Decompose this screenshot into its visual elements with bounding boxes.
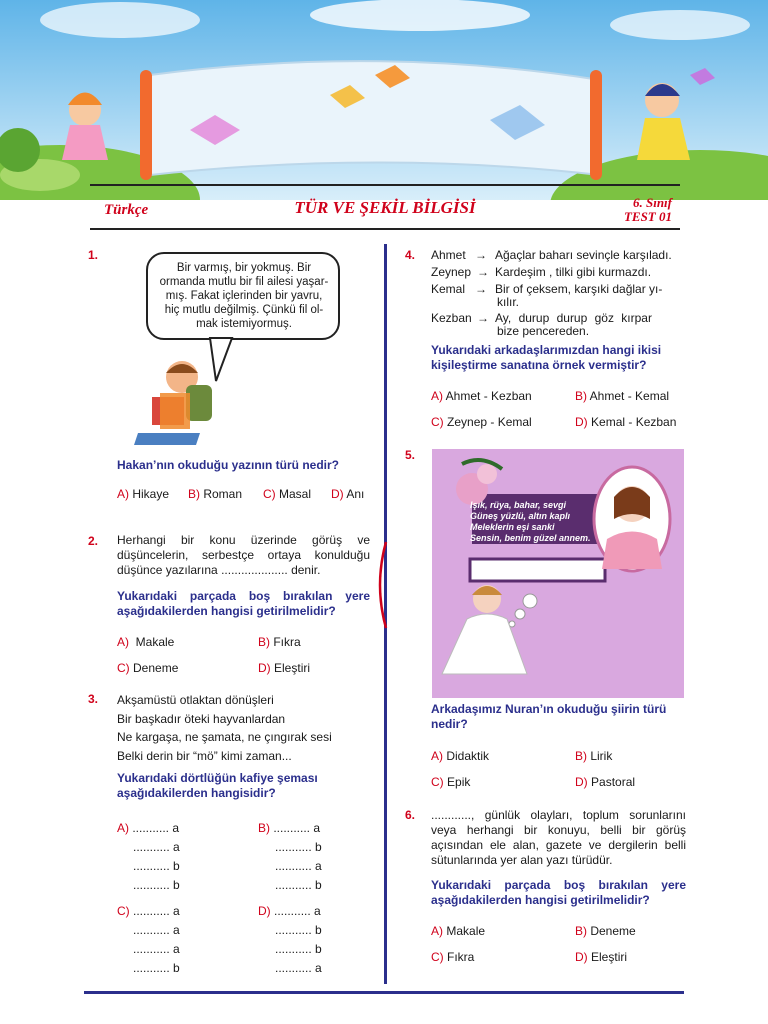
option-5c[interactable] (431, 775, 470, 789)
scheme-row: ........... b (133, 878, 180, 892)
option-4d[interactable] (575, 415, 676, 429)
option-text: Kemal - Kezban (591, 415, 677, 429)
scheme-row: ........... a (132, 821, 180, 835)
question-6-stem: Yukarıdaki parçada boş bırakılan yere aşağıdakilerden hangisi getirilmelidir? (431, 878, 686, 907)
question-4-stem: Yukarıdaki arkadaşlarımızdan hangi ikisi kişileştirme sanatına örnek vermiştir? (431, 343, 662, 372)
arrow-icon: → (477, 265, 489, 279)
question-3-number: 3. (88, 692, 99, 706)
option-letter: C) (263, 487, 276, 501)
header-bottom-line (90, 228, 680, 230)
question-3-stem: Yukarıdaki dörtlüğün kafiye şeması aşağıdakilerden hangisidir? (117, 771, 318, 800)
speaker-name: Ahmet (431, 248, 466, 262)
option-3a[interactable] (117, 819, 180, 895)
statement-zeynep (431, 265, 651, 279)
option-6c[interactable] (431, 950, 474, 964)
question-1-number: 1. (88, 248, 99, 262)
poem-line: Ne kargaşa, ne şamata, ne çıngırak sesi (117, 730, 332, 744)
arrow-icon: → (475, 248, 487, 262)
statement-kezban (431, 311, 652, 325)
option-3b[interactable] (258, 819, 322, 895)
question-4-number: 4. (405, 248, 416, 262)
option-4c[interactable] (431, 415, 532, 429)
option-2c[interactable] (117, 661, 178, 675)
option-text: Makale (135, 635, 175, 649)
option-text: Anı (346, 487, 365, 501)
grade-label: 6. Sınıf (632, 195, 672, 210)
option-6a[interactable] (431, 924, 485, 938)
question-1-stem: Hakan’nın okuduğu yazının türü nedir? (117, 458, 340, 472)
option-letter: C) (117, 661, 130, 675)
option-1b[interactable] (188, 487, 242, 501)
bubble-line: mış. Fakat içlerinden bir yavru, (165, 290, 323, 302)
option-text: Roman (203, 487, 243, 501)
option-6b[interactable] (575, 924, 636, 938)
divider-bracket (372, 540, 392, 630)
option-letter: A) (117, 635, 129, 649)
option-letter: C) (117, 904, 130, 918)
speaker-name: Zeynep (431, 265, 472, 279)
scheme-row: ........... a (275, 961, 322, 975)
option-2d[interactable] (258, 661, 310, 675)
option-text: Eleştiri (591, 950, 628, 964)
option-2a[interactable] (117, 635, 174, 649)
option-letter: D) (575, 775, 588, 789)
option-6d[interactable] (575, 950, 627, 964)
option-text: Deneme (590, 924, 636, 938)
option-4b[interactable] (575, 389, 669, 403)
statement-kezban-cont: bize pencereden. (497, 324, 590, 338)
scheme-row: ........... b (133, 961, 180, 975)
option-text: Masal (279, 487, 312, 501)
option-text: Fıkra (273, 635, 301, 649)
option-letter: A) (117, 487, 129, 501)
question-5-number: 5. (405, 448, 416, 462)
option-text: Deneme (133, 661, 179, 675)
option-4a[interactable] (431, 389, 532, 403)
scheme-row: ........... b (275, 878, 322, 892)
question-3-poem (117, 691, 377, 765)
option-1a[interactable] (117, 487, 169, 501)
scheme-row: ........... a (133, 942, 180, 956)
option-1c[interactable] (263, 487, 311, 501)
option-text: Epik (447, 775, 471, 789)
scheme-row: ........... a (275, 859, 322, 873)
option-3d[interactable] (258, 902, 322, 978)
bubble-line: hiç mutlu değilmiş. Çünkü fil ol- (164, 304, 324, 316)
option-letter: D) (575, 950, 588, 964)
poem-line: Bir başkadır öteki hayvanlardan (117, 711, 286, 726)
option-text: Fıkra (447, 950, 475, 964)
option-5b[interactable] (575, 749, 612, 763)
grade-test-label (624, 196, 672, 224)
option-5d[interactable] (575, 775, 635, 789)
option-1d[interactable] (331, 487, 364, 501)
option-letter: C) (431, 415, 444, 429)
poem-line: Belki derin bir “mö” kimi zaman... (117, 748, 292, 763)
statement-kemal (431, 282, 662, 296)
option-letter: D) (575, 415, 588, 429)
poem-line: Akşamüstü otlaktan dönüşleri (117, 693, 274, 707)
option-text: Didaktik (446, 749, 490, 763)
scheme-row: ........... a (273, 821, 321, 835)
speech-bubble-text (150, 261, 338, 331)
scheme-row: ........... b (275, 840, 322, 854)
bubble-line: ormanda mutlu bir fil ailesi yaşar- (159, 276, 329, 288)
option-2b[interactable] (258, 635, 301, 649)
scheme-row: ........... a (133, 923, 180, 937)
scheme-row: ........... b (275, 942, 322, 956)
option-text: Lirik (590, 749, 613, 763)
option-text: Ahmet - Kemal (589, 389, 670, 403)
header-top-line (90, 184, 680, 186)
question-6-text: ............, günlük olayları, toplum sorunlarını veya herhangi bir konuyu, belli bir görüş açısından ele alan, gazete ve dergilerin belli sütunlarında yer alan yazı türüdür. (431, 808, 686, 867)
question-2-stem: Yukarıdaki parçada boş bırakılan yere aşağıdakilerden hangisi getirilmelidir? (117, 589, 370, 618)
statement-ahmet (431, 248, 672, 262)
option-letter: B) (188, 487, 200, 501)
poem-line: Işık, rüya, bahar, sevgi (470, 500, 567, 510)
option-letter: C) (431, 950, 444, 964)
scheme-row: ........... a (133, 840, 180, 854)
option-letter: B) (258, 635, 270, 649)
question-6-number: 6. (405, 808, 416, 822)
statement-text: Ağaçlar baharı sevinçle karşıladı. (495, 248, 672, 262)
statement-kemal-cont: kılır. (497, 295, 520, 309)
option-letter: D) (258, 661, 271, 675)
option-text: Ahmet - Kezban (445, 389, 532, 403)
subject-label: Türkçe (104, 202, 149, 218)
option-letter: B) (575, 749, 587, 763)
mother-daughter-illustration (432, 449, 684, 698)
option-text: Zeynep - Kemal (447, 415, 532, 429)
option-letter: C) (431, 775, 444, 789)
speaker-name: Kezban (431, 311, 472, 325)
option-letter: B) (575, 924, 587, 938)
option-letter: A) (431, 389, 443, 403)
option-3c[interactable] (117, 902, 180, 978)
question-2-text: Herhangi bir konu üzerinde görüş ve düşüncelerin, serbestçe ortaya konulduğu düşünce yazılarına .................... denir. (117, 533, 370, 577)
arrow-icon: → (475, 282, 487, 296)
option-text: Eleştiri (274, 661, 311, 675)
scheme-row: ........... a (274, 904, 321, 918)
question-5-stem: Arkadaşımız Nuran’ın okuduğu şiirin türü nedir? (431, 702, 667, 731)
poem-line: Sensin, benim güzel annem. (470, 533, 591, 543)
option-text: Pastoral (591, 775, 636, 789)
option-letter: A) (117, 821, 129, 835)
scheme-row: ........... b (275, 923, 322, 937)
option-letter: A) (431, 749, 443, 763)
option-text: Makale (446, 924, 486, 938)
option-letter: B) (575, 389, 587, 403)
option-5a[interactable] (431, 749, 489, 763)
page-title: TÜR VE ŞEKİL BİLGİSİ (294, 198, 476, 217)
option-letter: B) (258, 821, 270, 835)
scheme-row: ........... b (133, 859, 180, 873)
speaker-name: Kemal (431, 282, 466, 296)
scheme-row: ........... a (133, 904, 180, 918)
statement-text: Ay, durup durup göz kırpar (495, 311, 652, 325)
test-number: TEST 01 (623, 209, 672, 224)
arrow-icon: → (477, 311, 489, 325)
question-2-number: 2. (88, 534, 99, 548)
statement-text: Kardeşim , tilki gibi kurmazdı. (495, 265, 652, 279)
bubble-line: mak istemiyormuş. (196, 318, 292, 330)
statement-text: Bir of çeksem, karşıki dağlar yı- (495, 282, 663, 296)
poem-line: Meleklerin eşi sanki (470, 522, 555, 532)
footer-rule (84, 991, 684, 994)
reading-boy-illustration (130, 355, 220, 450)
header-banner-illustration (0, 0, 768, 200)
bubble-line: Bir varmış, bir yokmuş. Bir (176, 262, 312, 274)
option-letter: D) (258, 904, 271, 918)
poem-text (470, 500, 620, 544)
option-letter: D) (331, 487, 344, 501)
option-text: Hikaye (132, 487, 170, 501)
option-letter: A) (431, 924, 443, 938)
poem-line: Güneş yüzlü, altın kaplı (470, 511, 571, 521)
